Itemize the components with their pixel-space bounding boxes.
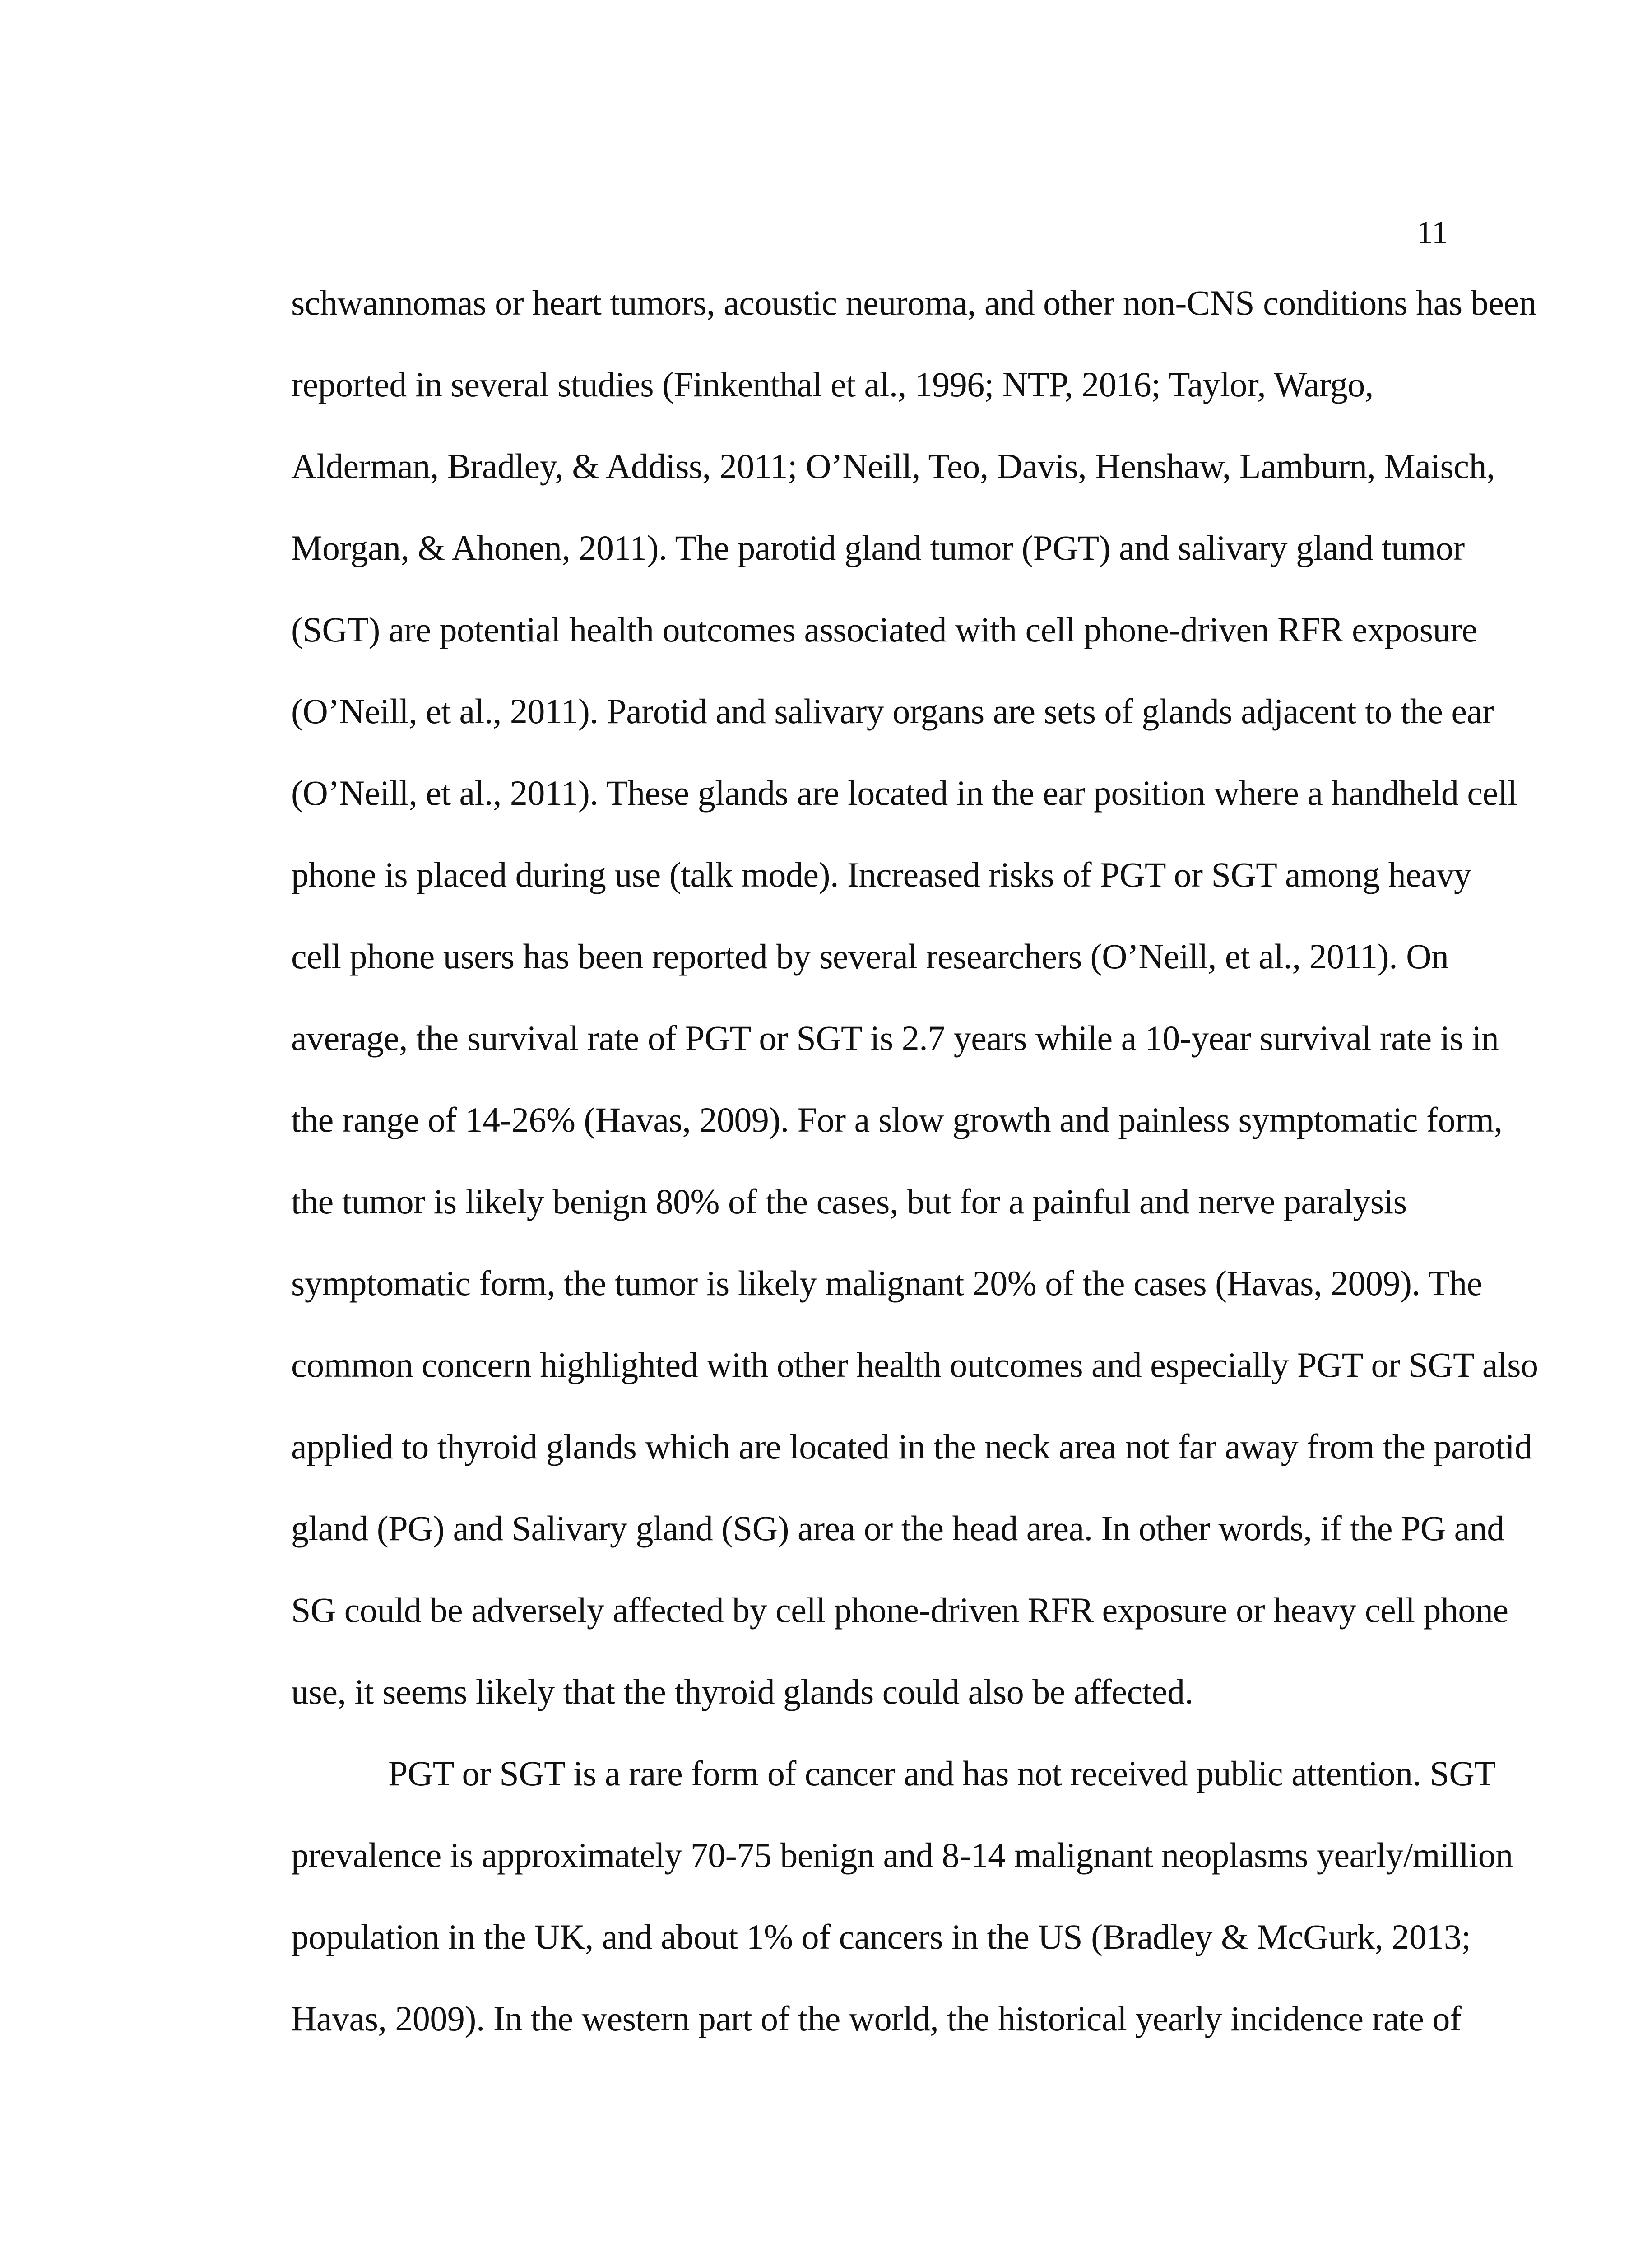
text-line: (O’Neill, et al., 2011). Parotid and salivary organs are sets of glands adjacent to the ear — [291, 692, 1494, 731]
text-line: average, the survival rate of PGT or SGT is 2.7 years while a 10-year survival rate is in — [291, 1018, 1499, 1058]
text-line: Havas, 2009). In the western part of the world, the historical yearly incidence rate of — [291, 1999, 1462, 2038]
text-line: the tumor is likely benign 80% of the cases, but for a painful and nerve paralysis — [291, 1182, 1407, 1221]
text-line: cell phone users has been reported by several researchers (O’Neill, et al., 2011). On — [291, 937, 1449, 976]
text-line: Alderman, Bradley, & Addiss, 2011; O’Neill, Teo, Davis, Henshaw, Lamburn, Maisch, — [291, 446, 1495, 486]
text-line: schwannomas or heart tumors, acoustic neuroma, and other non-CNS conditions has been — [291, 283, 1536, 322]
text-line: gland (PG) and Salivary gland (SG) area or the head area. In other words, if the PG and — [291, 1509, 1504, 1548]
page-number: 11 — [1416, 214, 1448, 251]
text-line: common concern highlighted with other health outcomes and especially PGT or SGT also — [291, 1345, 1538, 1384]
text-line: symptomatic form, the tumor is likely malignant 20% of the cases (Havas, 2009). The — [291, 1263, 1482, 1303]
text-line: prevalence is approximately 70-75 benign and 8-14 malignant neoplasms yearly/million — [291, 1835, 1513, 1875]
text-line: Morgan, & Ahonen, 2011). The parotid gland tumor (PGT) and salivary gland tumor — [291, 528, 1465, 567]
body-text — [291, 262, 1538, 2059]
text-line: the range of 14-26% (Havas, 2009). For a slow growth and painless symptomatic form, — [291, 1100, 1503, 1139]
text-line: applied to thyroid glands which are located in the neck area not far away from the parotid — [291, 1427, 1532, 1466]
text-line: SG could be adversely affected by cell phone-driven RFR exposure or heavy cell phone — [291, 1590, 1508, 1630]
paragraph-first-line: PGT or SGT is a rare form of cancer and has not received public attention. SGT — [388, 1754, 1496, 1793]
text-line: reported in several studies (Finkenthal et al., 1996; NTP, 2016; Taylor, Wargo, — [291, 365, 1374, 404]
text-line: phone is placed during use (talk mode). Increased risks of PGT or SGT among heavy — [291, 855, 1471, 894]
text-line: (O’Neill, et al., 2011). These glands are located in the ear position where a handheld cell — [291, 773, 1517, 813]
text-line: (SGT) are potential health outcomes associated with cell phone-driven RFR exposure — [291, 610, 1477, 649]
text-line: use, it seems likely that the thyroid glands could also be affected. — [291, 1672, 1193, 1711]
text-line: population in the UK, and about 1% of cancers in the US (Bradley & McGurk, 2013; — [291, 1917, 1471, 1956]
